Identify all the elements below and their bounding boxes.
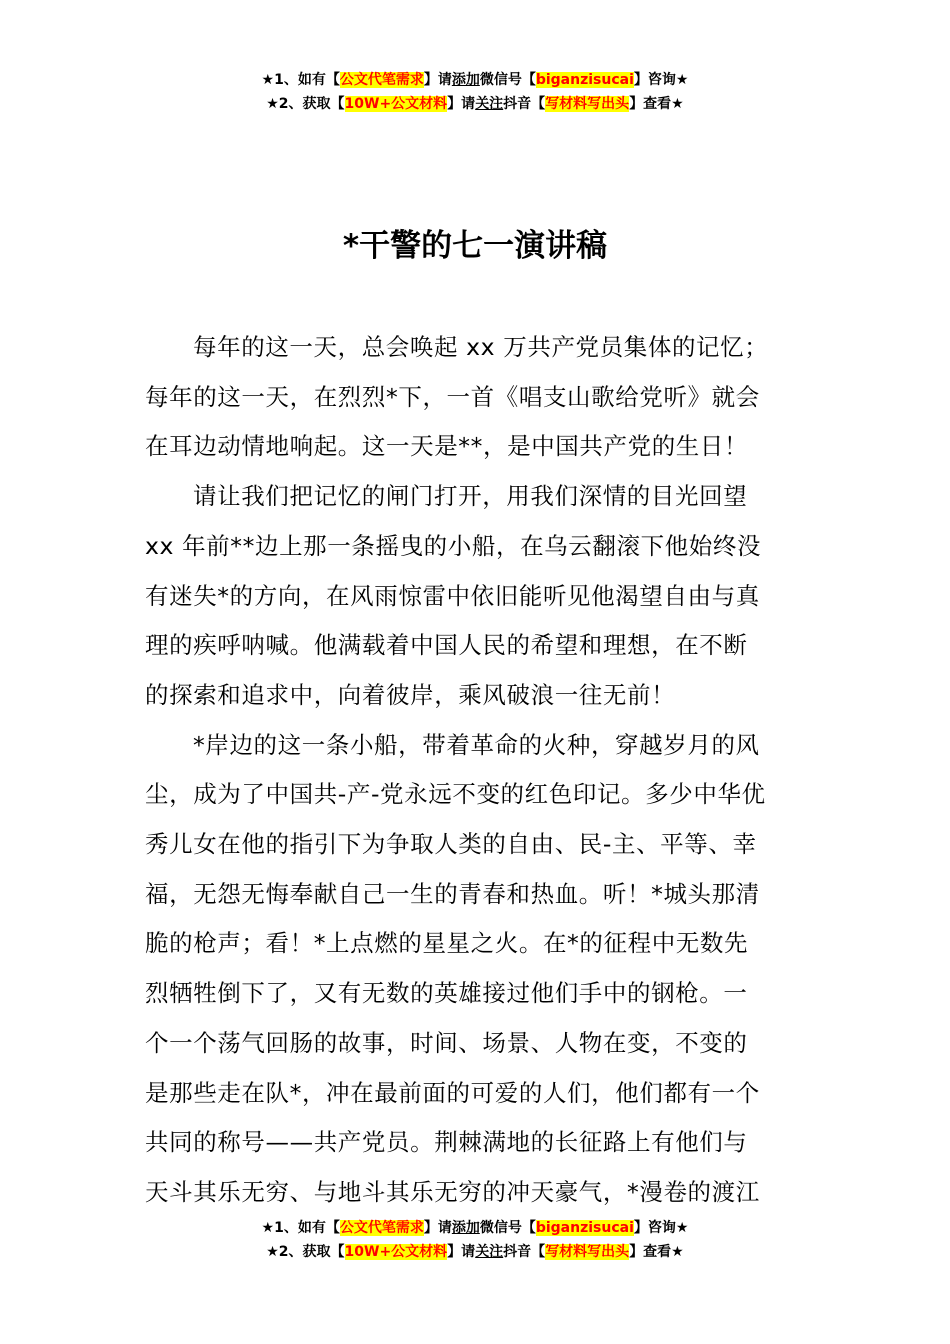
highlight-douyin: 写材料写出头 bbox=[545, 96, 630, 112]
paragraph bbox=[145, 472, 807, 721]
highlight-service: 公文代笔需求 bbox=[339, 72, 424, 88]
paragraph bbox=[145, 323, 807, 472]
text-line: 有迷失*的方向，在风雨惊雷中依旧能听见他渴望自由与真 bbox=[145, 581, 760, 610]
paragraph bbox=[145, 721, 807, 1218]
highlight-materials: 10W+公文材料 bbox=[344, 96, 448, 112]
text-line: 秀儿女在他的指引下为争取人类的自由、民-主、平等、幸 bbox=[145, 830, 757, 859]
banner-line-2: ★2、获取【10W+公文材料】请关注抖音【写材料写出头】查看★ bbox=[266, 1244, 684, 1260]
text-line: 烈牺牲倒下了，又有无数的英雄接过他们手中的钢枪。一 bbox=[145, 979, 748, 1008]
banner-line-1: ★1、如有【公文代笔需求】请添加微信号【biganzisucai】咨询★ bbox=[261, 1220, 689, 1236]
text-line: 个一个荡气回肠的故事，时间、场景、人物在变，不变的 bbox=[145, 1028, 748, 1057]
text-line: 福，无怨无悔奉献自己一生的青春和热血。听！*城头那清 bbox=[145, 879, 760, 908]
text-line: 共同的称号——共产党员。荆棘满地的长征路上有他们与 bbox=[145, 1128, 748, 1157]
text-line: 请让我们把记忆的闸门打开，用我们深情的目光回望 bbox=[193, 482, 748, 511]
text-line: 尘，成为了中国共-产-党永远不变的红色印记。多少中华优 bbox=[145, 780, 766, 809]
text-line: 是那些走在队*，冲在最前面的可爱的人们，他们都有一个 bbox=[145, 1078, 760, 1107]
highlight-service: 公文代笔需求 bbox=[339, 1220, 424, 1236]
highlight-wechat-id: biganzisucai bbox=[535, 1220, 634, 1236]
footer-banner bbox=[0, 1216, 950, 1264]
text-line: 每年的这一天，总会唤起 xx 万共产党员集体的记忆； bbox=[193, 333, 769, 361]
banner-line-2: ★2、获取【10W+公文材料】请关注抖音【写材料写出头】查看★ bbox=[266, 96, 684, 112]
page-title: *干警的七一演讲稿 bbox=[342, 228, 608, 264]
highlight-materials: 10W+公文材料 bbox=[344, 1244, 448, 1260]
text-line: 天斗其乐无穷、与地斗其乐无穷的冲天豪气，*漫卷的渡江 bbox=[145, 1177, 760, 1206]
text-line: 在耳边动情地响起。这一天是**，是中国共产党的生日！ bbox=[145, 432, 749, 461]
banner-line-1: ★1、如有【公文代笔需求】请添加微信号【biganzisucai】咨询★ bbox=[261, 72, 689, 88]
text-line: 每年的这一天，在烈烈*下，一首《唱支山歌给党听》就会 bbox=[145, 382, 760, 411]
text-line: 理的疾呼呐喊。他满载着中国人民的希望和理想，在不断 bbox=[145, 631, 748, 660]
text-line: 脆的枪声；看！*上点燃的星星之火。在*的征程中无数先 bbox=[145, 929, 749, 958]
document-body bbox=[145, 323, 807, 1218]
text-line: *岸边的这一条小船，带着革命的火种，穿越岁月的风 bbox=[193, 730, 760, 759]
header-banner bbox=[0, 68, 950, 116]
highlight-douyin: 写材料写出头 bbox=[545, 1244, 630, 1260]
text-line: xx 年前**边上那一条摇曳的小船，在乌云翻滚下他始终没 bbox=[145, 531, 762, 560]
highlight-wechat-id: biganzisucai bbox=[535, 72, 634, 88]
text-line: 的探索和追求中，向着彼岸，乘风破浪一往无前！ bbox=[145, 680, 676, 709]
